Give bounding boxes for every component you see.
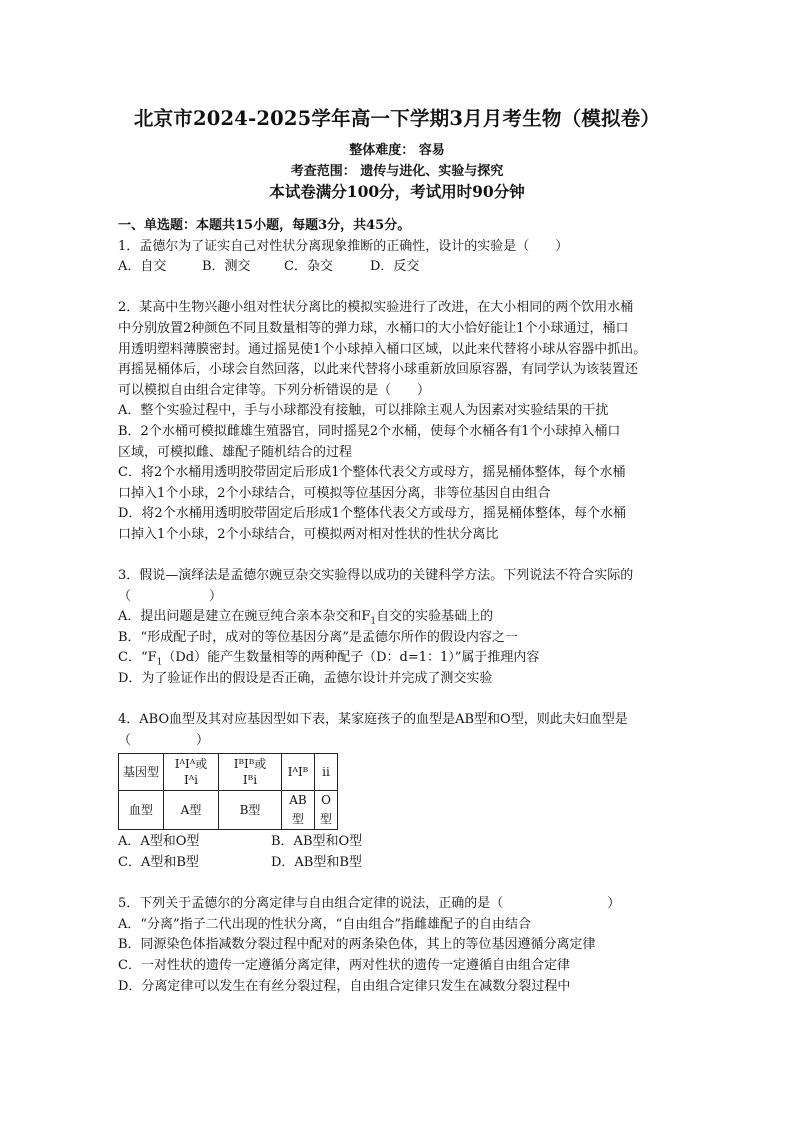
question-1-options bbox=[118, 257, 678, 278]
option-c[interactable]: C．一对性状的遗传一定遵循分离定律，两对性状的遗传一定遵循自由组合定律 bbox=[118, 958, 570, 973]
option-c[interactable] bbox=[118, 463, 678, 504]
option-b-line: 区域，可模拟雌、雄配子随机结合的过程 bbox=[118, 444, 353, 460]
question-2-stem-line: 用透明塑料薄膜密封。通过摇晃使1个小球掉入桶口区域，以此来代替将小球从容器中抓出。 bbox=[118, 341, 647, 357]
question-4-stem-line: （ ） bbox=[118, 732, 210, 748]
option-d[interactable]: D．分离定律可以发生在有丝分裂过程，自由组合定律只发生在减数分裂过程中 bbox=[118, 978, 571, 994]
option-b[interactable]: B．同源染色体指减数分裂过程中配对的两条染色体，其上的等位基因遵循分离定律 bbox=[118, 937, 596, 953]
option-b[interactable]: B．“形成配子时，成对的等位基因分离”是孟德尔所作的假设内容之一 bbox=[118, 629, 518, 645]
option-a[interactable]: A．整个实验过程中，手与小球都没有接触，可以排除主观人为因素对实验结果的干扰 bbox=[118, 403, 609, 419]
question-2-stem-line: 再摇晃桶体后，小球会自然回落，以此来代替将小球重新放回原容器，有同学认为该装置还 bbox=[118, 362, 639, 378]
question-3-stem-line: 3．假说—演绎法是孟德尔豌豆杂交实验得以成功的关键科学方法。下列说法不符合实际的 bbox=[118, 568, 634, 584]
question-3-stem-line: （ ） bbox=[118, 588, 223, 604]
question-1-stem: 1．孟德尔为了证实自己对性状分离现象推断的正确性，设计的实验是（ ） bbox=[118, 238, 569, 254]
option-d-line: 口掉入1个小球，2个小球结合，可模拟两对相对性状的性状分离比 bbox=[118, 526, 499, 542]
question-1 bbox=[118, 237, 678, 278]
question-4 bbox=[118, 710, 678, 873]
option-b[interactable]: B．测交 bbox=[202, 259, 251, 275]
option-c-text: （Dd）能产生数量相等的两种配子（D：d=1：1）”属于推理内容 bbox=[162, 650, 540, 666]
table-row bbox=[119, 791, 338, 830]
option-b[interactable] bbox=[118, 422, 678, 463]
question-4-options-row bbox=[118, 853, 678, 874]
blood-type-table bbox=[118, 753, 338, 830]
option-b[interactable]: B．AB型和O型 bbox=[271, 834, 363, 850]
option-a-text: A．提出问题是建立在豌豆纯合亲本杂交和F bbox=[118, 609, 371, 625]
question-2-stem-line: 可以模拟自由组合定律等。下列分析错误的是（ ） bbox=[118, 382, 431, 398]
option-b-line: B．2个水桶可模拟雌雄生殖器官，同时摇晃2个水桶，使每个水桶各有1个小球掉入桶口 bbox=[118, 423, 621, 439]
option-c-line: 口掉入1个小球，2个小球结合，可模拟等位基因分离，非等位基因自由组合 bbox=[118, 485, 551, 501]
table-cell: B型 bbox=[219, 791, 282, 830]
question-2-stem-line: 2．某高中生物兴趣小组对性状分离比的模拟实验进行了改进，在大小相同的两个饮用水桶 bbox=[118, 300, 634, 316]
table-cell bbox=[164, 754, 219, 791]
question-5-stem: 5．下列关于孟德尔的分离定律与自由组合定律的说法，正确的是（ ） bbox=[118, 896, 621, 912]
table-cell: ii bbox=[315, 754, 338, 791]
question-4-stem-line: 4．ABO血型及其对应基因型如下表，某家庭孩子的血型是AB型和O型，则此夫妇血型是 bbox=[118, 712, 628, 728]
scope-line: 考查范围： 遗传与进化、实验与探究 bbox=[290, 164, 504, 179]
option-c[interactable]: C．杂交 bbox=[284, 259, 333, 275]
question-3 bbox=[118, 566, 678, 690]
option-d[interactable]: D．反交 bbox=[370, 259, 420, 275]
question-2 bbox=[118, 298, 678, 545]
section-heading: 一、单选题：本题共15小题，每题3分，共45分。 bbox=[118, 218, 411, 233]
table-cell bbox=[219, 754, 282, 791]
option-d[interactable] bbox=[118, 504, 678, 545]
score-time-line: 本试卷满分100分，考试用时90分钟 bbox=[269, 182, 525, 201]
table-cell: 基因型 bbox=[119, 754, 164, 791]
genotype-text: IᴬIᴬ或 bbox=[174, 757, 208, 772]
option-c[interactable]: C．A型和B型 bbox=[118, 855, 199, 871]
table-cell: AB型 bbox=[282, 791, 315, 830]
question-5 bbox=[118, 894, 678, 997]
question-2-stem-line: 中分别放置2种颜色不同且数量相等的弹力球，水桶口的大小恰好能让1个小球通过，桶口 bbox=[118, 320, 629, 336]
option-a[interactable]: A．A型和O型 bbox=[118, 834, 200, 850]
table-cell: 血型 bbox=[119, 791, 164, 830]
genotype-text: Iᴮi bbox=[242, 773, 258, 788]
genotype-text: IᴮIᴮ或 bbox=[233, 757, 267, 772]
genotype-text: Iᴬi bbox=[183, 773, 199, 788]
table-cell: IᴬIᴮ bbox=[282, 754, 315, 791]
option-c-text: C．“F bbox=[118, 650, 157, 666]
table-cell: O型 bbox=[315, 791, 338, 830]
question-4-options-row bbox=[118, 832, 678, 853]
option-a[interactable]: A．自交 bbox=[118, 259, 167, 275]
question-body bbox=[118, 216, 678, 997]
option-d[interactable]: D．AB型和B型 bbox=[271, 855, 362, 871]
table-cell: A型 bbox=[164, 791, 219, 830]
option-a-text: 自交的实验基础上的 bbox=[376, 609, 494, 625]
option-d-line: D．将2个水桶用透明胶带固定后形成1个整体代表父方或母方，摇晃桶体整体，每个水桶 bbox=[118, 506, 626, 522]
option-c-line: C．将2个水桶用透明胶带固定后形成1个整体代表父方或母方，摇晃桶体整体，每个水桶 bbox=[118, 465, 626, 481]
table-row bbox=[119, 754, 338, 791]
subscript: 1 bbox=[370, 616, 377, 627]
option-a[interactable]: A．“分离”指子二代出现的性状分离，“自由组合”指雌雄配子的自由结合 bbox=[118, 916, 531, 932]
subscript: 1 bbox=[156, 658, 163, 669]
option-c[interactable] bbox=[118, 648, 678, 669]
exam-title: 北京市2024-2025学年高一下学期3月月考生物（模拟卷） bbox=[133, 107, 661, 130]
option-d[interactable]: D．为了验证作出的假设是否正确，孟德尔设计并完成了测交实验 bbox=[118, 671, 493, 687]
difficulty-line: 整体难度： 容易 bbox=[349, 143, 445, 158]
option-a[interactable] bbox=[118, 607, 678, 628]
